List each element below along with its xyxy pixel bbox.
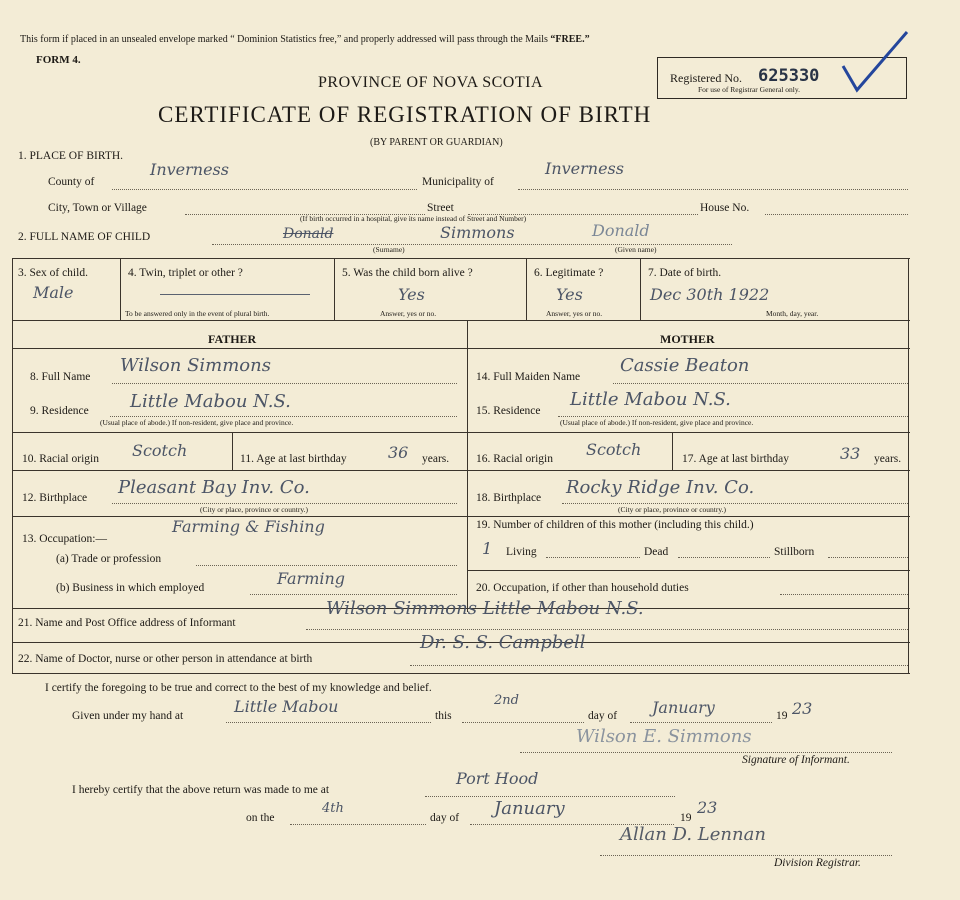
registered-label: Registered No. [670,71,742,85]
father-birthplace-value: Pleasant Bay Inv. Co. [118,477,310,498]
father-years-label: years. [422,453,450,465]
mother-residence-value: Little Mabou N.S. [570,389,731,410]
mother-name-value: Cassie Beaton [620,355,750,376]
dob-note: Month, day, year. [766,309,819,318]
surname-caption: (Surname) [373,245,405,254]
child-given-name: Donald [592,221,650,240]
father-occupation-label: 13. Occupation:— [22,533,107,545]
registration-number: 625330 [758,66,820,86]
child-surname: Simmons [440,223,515,242]
born-alive-label: 5. Was the child born alive ? [342,267,473,279]
living-count: 1 [482,539,493,558]
doctor-label: 22. Name of Doctor, nurse or other person in attendance at birth [18,653,313,665]
mother-name-label: 14. Full Maiden Name [476,371,581,383]
sex-value: Male [33,283,74,302]
registrar-year-prefix: 19 [680,812,692,824]
father-occupation-value: Farming & Fishing [172,517,325,536]
father-residence-value: Little Mabou N.S. [130,391,291,412]
this-label: this [435,710,452,722]
registrar-month: January [494,798,565,819]
registrar-signature-label: Division Registrar. [774,857,861,869]
mother-birthplace-value: Rocky Ridge Inv. Co. [566,477,755,498]
municipality-label: Municipality of [422,176,494,188]
mother-birthplace-note: (City or place, province or country.) [618,505,727,514]
mail-notice: This form if placed in an unsealed envelope marked “ Dominion Statistics free,” and properly addressed will pass through the Mails “FREE.” [20,34,590,45]
crossed-name: Donald [283,226,334,242]
trade-label: (a) Trade or profession [56,553,162,565]
certify-month: January [652,698,715,717]
municipality-value: Inverness [545,159,624,178]
father-abode-note: (Usual place of abode.) If non-resident, give place and province. [100,418,294,427]
twin-label: 4. Twin, triplet or other ? [128,267,243,279]
house-label: House No. [700,202,750,214]
mother-residence-label: 15. Residence [476,405,541,417]
child-name-label: 2. FULL NAME OF CHILD [18,231,151,243]
certify-place: Little Mabou [234,697,339,716]
father-heading: FATHER [208,332,257,346]
dob-label: 7. Date of birth. [648,267,722,279]
mother-racial-value: Scotch [586,440,642,459]
informant-value: Wilson Simmons Little Mabou N.S. [326,598,644,619]
mother-years-label: years. [874,453,902,465]
living-label: Living [506,546,537,558]
mother-age-value: 33 [840,444,861,463]
page-subtitle: (BY PARENT OR GUARDIAN) [370,137,503,148]
children-count-label: 19. Number of children of this mother (including this child.) [476,519,754,531]
born-alive-value: Yes [398,285,425,304]
page-title: CERTIFICATE OF REGISTRATION OF BIRTH [158,102,652,127]
mother-racial-label: 16. Racial origin [476,453,553,465]
father-name-value: Wilson Simmons [120,355,271,376]
county-label: County of [48,176,95,188]
street-label: Street [427,202,454,214]
born-alive-note: Answer, yes or no. [380,309,437,318]
registrar-day: 4th [322,801,344,816]
father-birthplace-label: 12. Birthplace [22,492,88,504]
given-name-caption: (Given name) [615,245,657,254]
place-of-birth-label: 1. PLACE OF BIRTH. [18,150,124,162]
mother-abode-note: (Usual place of abode.) If non-resident, give place and province. [560,418,754,427]
legitimate-note: Answer, yes or no. [546,309,603,318]
city-label: City, Town or Village [48,202,147,214]
business-value: Farming [277,569,346,588]
mother-age-label: 17. Age at last birthday [682,453,789,465]
registrar-on-label: on the [246,812,275,824]
mother-birthplace-label: 18. Birthplace [476,492,542,504]
registrar-day-label: day of [430,812,460,824]
father-age-label: 11. Age at last birthday [240,453,347,465]
dead-label: Dead [644,546,669,558]
stillborn-label: Stillborn [774,546,815,558]
father-racial-label: 10. Racial origin [22,453,99,465]
certify-day: 2nd [494,693,519,708]
doctor-value: Dr. S. S. Campbell [420,632,586,653]
certify-day-label: day of [588,710,618,722]
father-birthplace-note: (City or place, province or country.) [200,505,309,514]
father-name-label: 8. Full Name [30,371,91,383]
twin-note: To be answered only in the event of plural birth. [125,309,270,318]
registrar-signature: Allan D. Lennan [620,824,766,845]
registrar-place: Port Hood [456,769,539,788]
informant-label: 21. Name and Post Office address of Informant [18,617,236,629]
sex-label: 3. Sex of child. [18,267,88,279]
certify-text: I certify the foregoing to be true and correct to the best of my knowledge and belief. [45,682,432,694]
check-mark-icon [835,28,915,98]
certify-year: 23 [792,699,813,718]
informant-signature-label: Signature of Informant. [742,754,850,766]
registrar-year: 23 [697,798,718,817]
business-label: (b) Business in which employed [56,582,205,594]
legitimate-label: 6. Legitimate ? [534,267,604,279]
mother-heading: MOTHER [660,332,715,346]
mother-occupation-label: 20. Occupation, if other than household duties [476,582,689,594]
given-under-label: Given under my hand at [72,710,184,722]
father-residence-label: 9. Residence [30,405,89,417]
county-value: Inverness [150,160,229,179]
province-heading: PROVINCE OF NOVA SCOTIA [318,74,544,91]
informant-signature: Wilson E. Simmons [576,726,752,747]
dob-value: Dec 30th 1922 [650,285,770,304]
registrar-general-note: For use of Registrar General only. [698,85,800,94]
registrar-certify-text: I hereby certify that the above return was made to me at [72,784,330,796]
father-racial-value: Scotch [132,441,188,460]
form-number: FORM 4. [36,54,81,66]
legitimate-value: Yes [556,285,583,304]
father-age-value: 36 [388,443,409,462]
hospital-note: (If birth occurred in a hospital, give its name instead of Street and Number) [300,214,527,223]
certify-year-prefix: 19 [776,710,788,722]
